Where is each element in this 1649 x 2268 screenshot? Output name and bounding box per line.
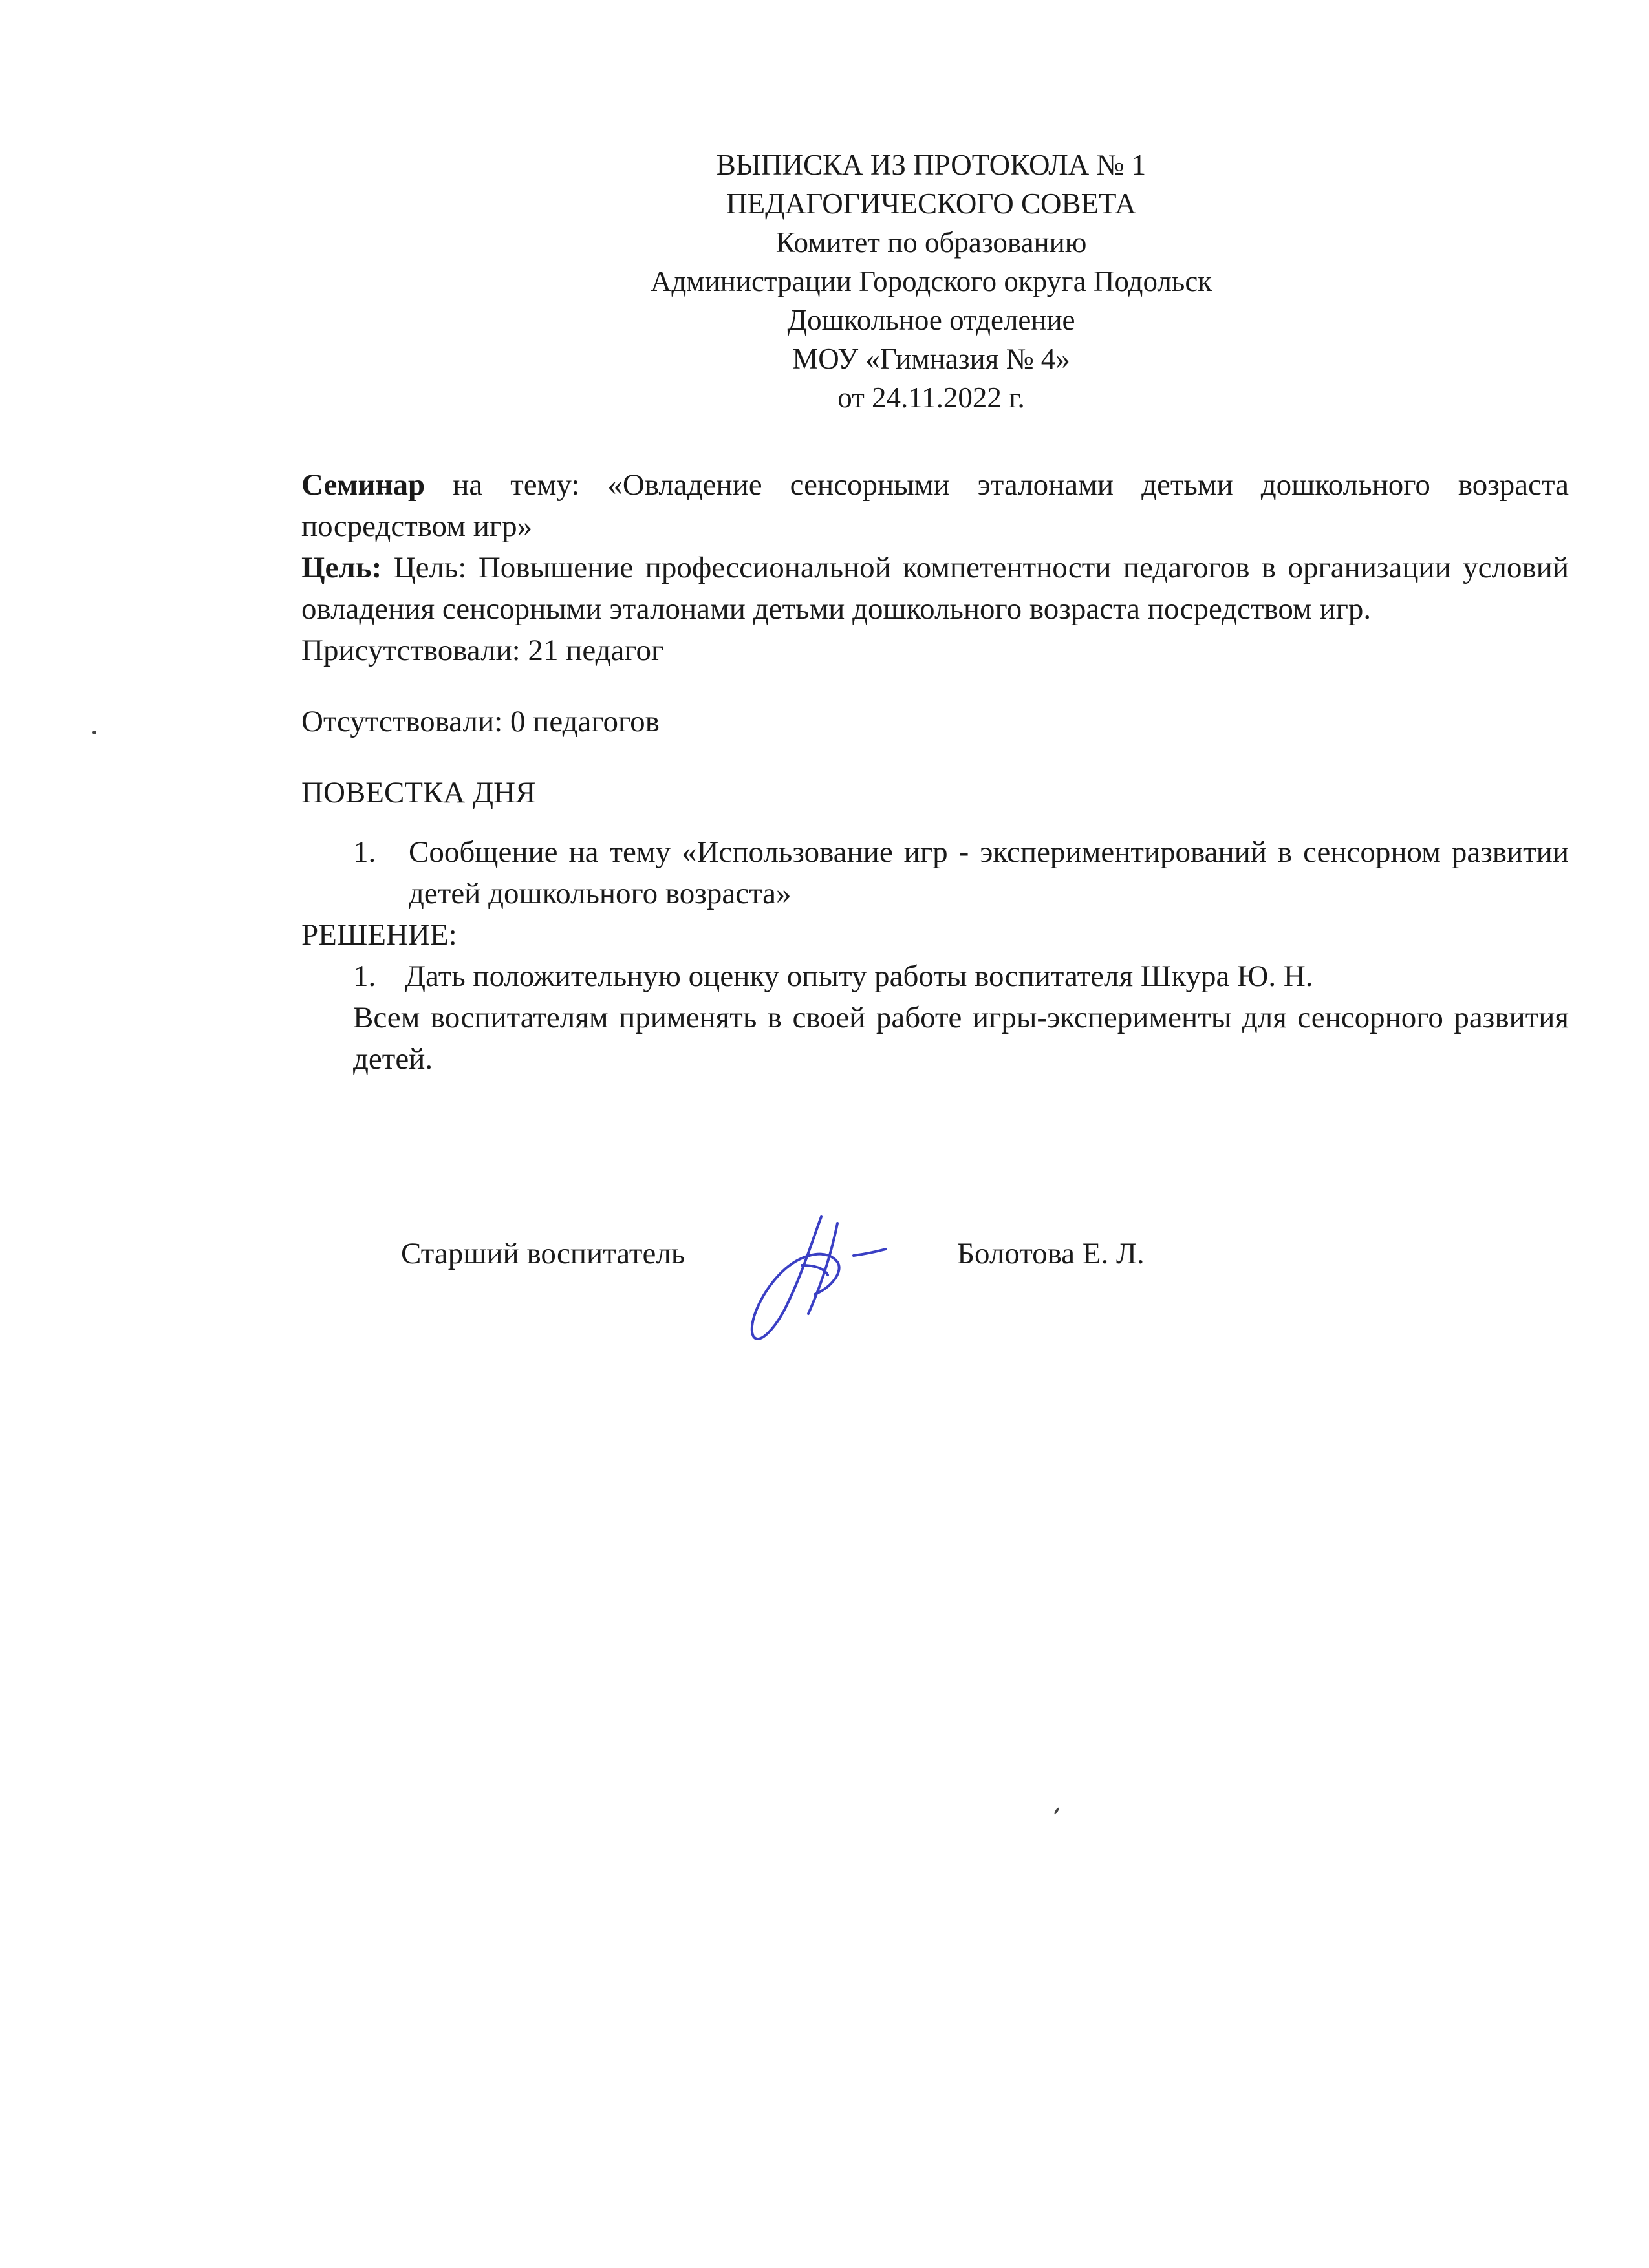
signer-name: Болотова Е. Л.	[957, 1237, 1145, 1270]
header-subtitle: ПЕДАГОГИЧЕСКОГО СОВЕТА	[726, 187, 1136, 220]
agenda-title: ПОВЕСТКА ДНЯ	[301, 776, 536, 809]
present-count: Присутствовали: 21 педагог	[301, 634, 664, 667]
header-date: от 24.11.2022 г.	[837, 381, 1025, 414]
document-body	[301, 464, 1569, 1080]
handwritten-signature	[724, 1204, 931, 1372]
signature-stroke	[752, 1217, 886, 1339]
header-committee: Комитет по образованию	[775, 226, 1087, 259]
header-title: ВЫПИСКА ИЗ ПРОТОКОЛА № 1	[716, 149, 1147, 181]
decision-item-number: 1.	[353, 959, 376, 993]
header-school: МОУ «Гимназия № 4»	[792, 343, 1070, 375]
decision-extra: Всем воспитателям применять в своей работе игры-эксперименты для сенсорного развития детей.	[353, 1001, 1569, 1076]
agenda-item	[301, 831, 1569, 914]
goal-text: Цель: Повышение профессиональной компетентности педагогов в организации условий овладения сенсорными эталонами детьми дошкольного возраста посредством игр.	[301, 551, 1569, 626]
document-header	[608, 145, 1255, 417]
scan-speck	[1053, 1807, 1059, 1815]
decision-title: РЕШЕНИЕ:	[301, 918, 457, 952]
seminar-paragraph	[301, 464, 1569, 547]
absent-count: Отсутствовали: 0 педагогов	[301, 705, 660, 738]
header-administration: Администрации Городского округа Подольск	[650, 265, 1212, 297]
seminar-text: на тему: «Овладение сенсорными эталонами детьми дошкольного возраста посредством игр»	[301, 468, 1569, 543]
decision-item-text: Дать положительную оценку опыту работы воспитателя Шкура Ю. Н.	[405, 959, 1313, 993]
signer-role: Старший воспитатель	[401, 1237, 685, 1270]
header-department: Дошкольное отделение	[787, 304, 1075, 336]
scan-speck	[92, 731, 96, 734]
agenda-item-text: Сообщение на тему «Использование игр - экспериментирований в сенсорном развитии детей дошкольного возраста»	[409, 835, 1569, 910]
signature-block	[401, 1236, 1242, 1385]
goal-label: Цель:	[301, 551, 382, 584]
decision-item	[301, 956, 1569, 997]
agenda-item-number: 1.	[353, 835, 376, 869]
seminar-label: Семинар	[301, 468, 426, 502]
goal-paragraph	[301, 547, 1569, 630]
